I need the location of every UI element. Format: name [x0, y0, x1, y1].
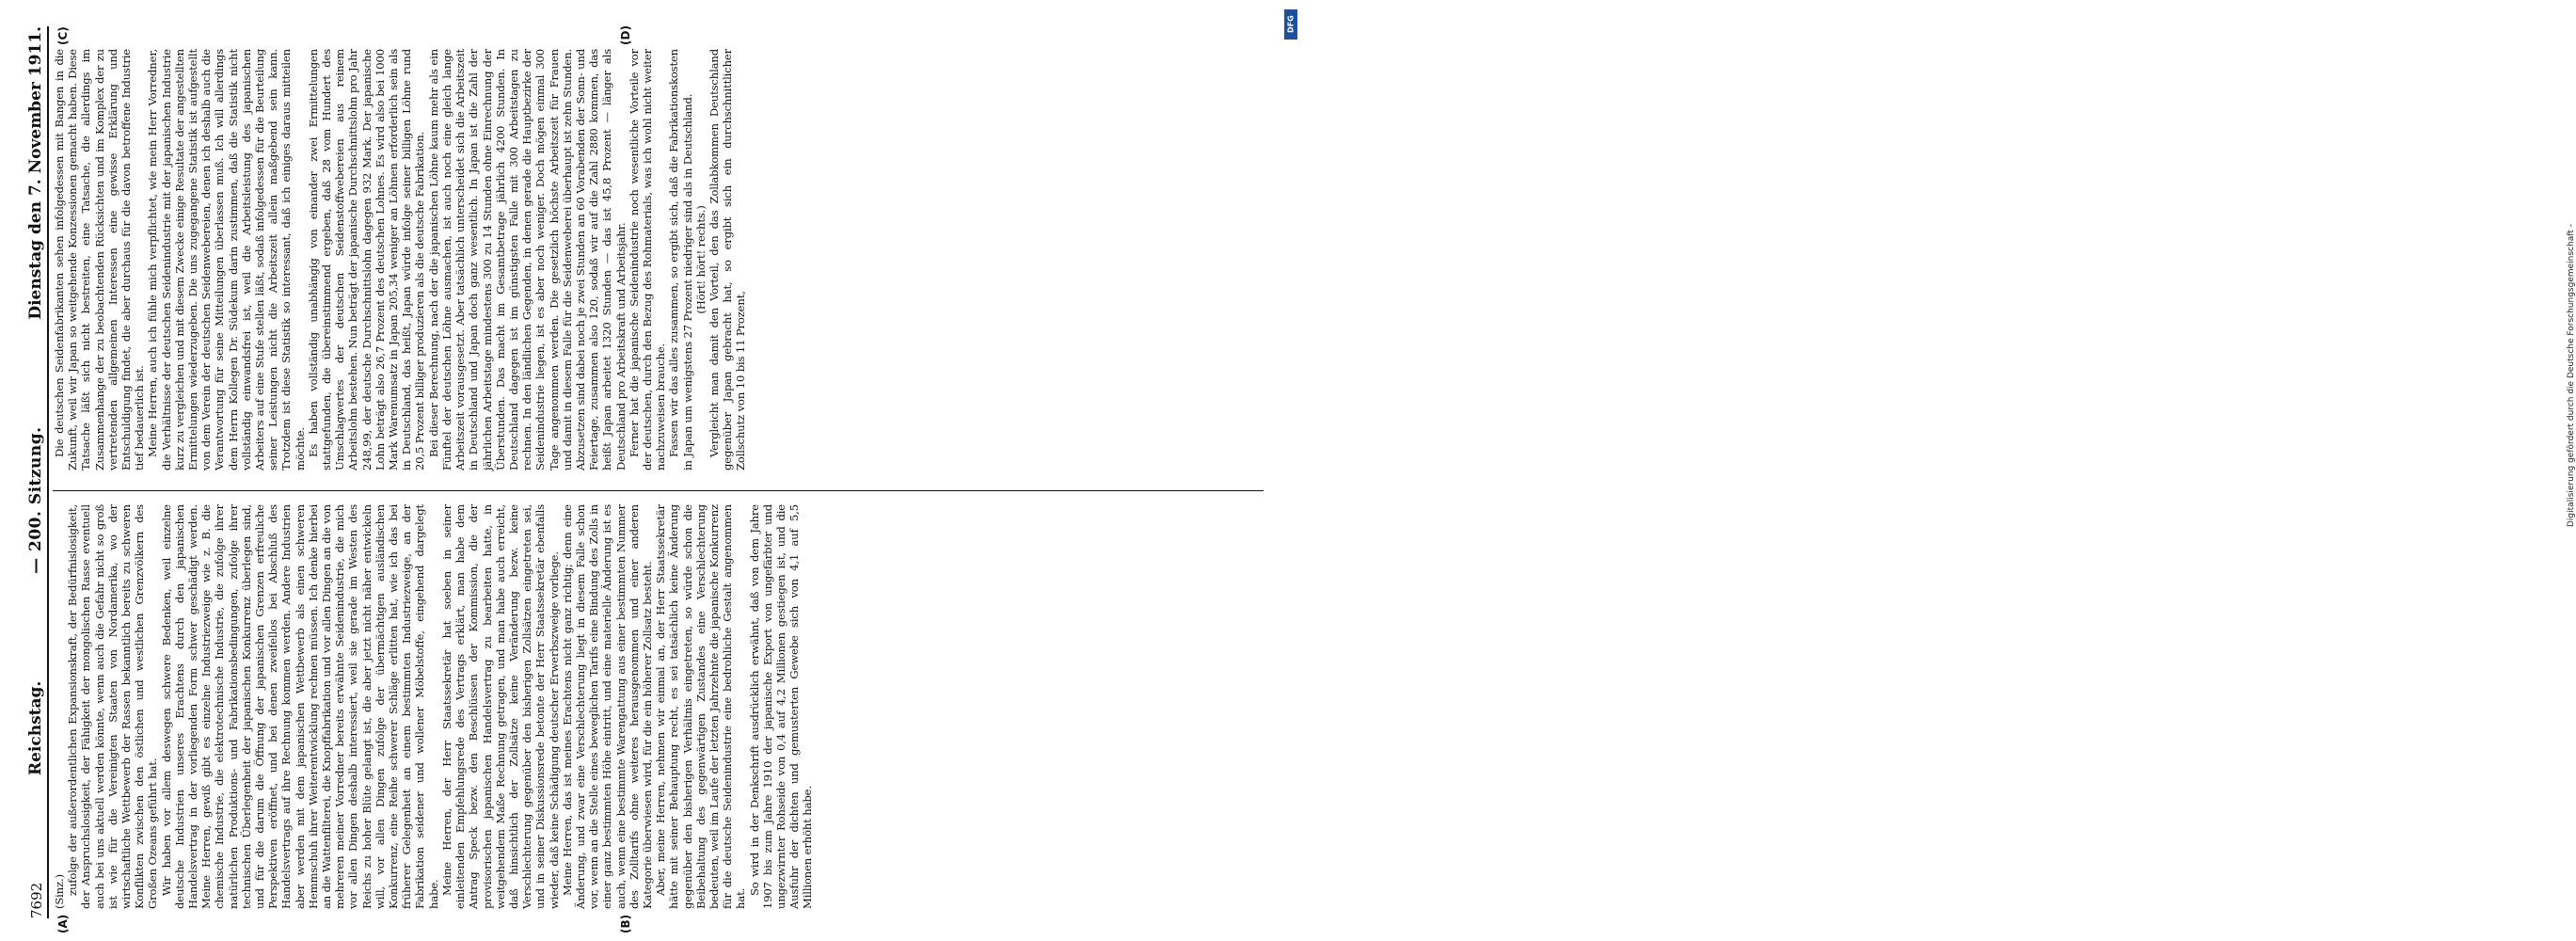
paragraph: Meine Herren, das ist meines Erachtens nicht ganz richtig; denn eine Änderung, und zwar eine Verschlechterung liegt in diesem Falle schon vor, wenn an die Stelle eines beweglichen Tarifs eine Bindung des Zolls in einer ganz bestimmten Höhe eintritt, und eine materielle Änderung ist es auch, wenn eine bestimmte Warengattung aus einer bestimmten Nummer des Zolltarifs ohne weiteres herausgenommen und einer anderen Kategorie überwiesen wird, für die ein höherer Zollsatz besteht. [560, 504, 654, 909]
paragraph: So wird in der Denkschrift ausdrücklich erwähnt, daß von dem Jahre 1907 bis zum Jahre 1910 der japanische Export von ungefärbter und ungezwirnter Rohseide von 0,4 auf 4,2 Millionen gestiegen ist, und die Ausfuhr der dichten und gemusterten Gewebe sich von 4,1 auf 5,5 Millionen erhöht habe. [747, 504, 815, 909]
header-left: Reichstag. [26, 680, 45, 776]
marker-a: (A) [56, 914, 70, 933]
digitization-credit: Digitalisierung gefördert durch die Deutsche Forschungsgemeinschaft - [2567, 224, 2576, 527]
paragraph: zufolge der außerordentlichen Expansionskraft, der Bedürfnislosigkeit, der Anspruchslosigkeit, der Fähigkeit der mongolischen Rasse eventuell auch bei uns aktuell werden könnte, wenn auch die Gefahr nicht so groß ist wie für die Vereinigten Staaten von Nordamerika, wo der wirtschaftliche Wettbewerb der Rassen bekanntlich bereits zu schweren Konflikten zwischen den östlichen und westlichen Grenzvölkern des Großen Ozeans geführt hat. [66, 504, 160, 909]
paragraph: Wir haben vor allem deswegen schwere Bedenken, weil einzelne deutsche Industrien unseres Erachtens durch den japanischen Handelsvertrag in der vorliegenden Form schwer geschädigt werden. Meine Herren, gewiß gibt es einzelne Industriezweige wie z. B. die chemische Industrie, die elektrotechnische Industrie, die zufolge ihrer natürlichen Produktions- und Fabrikationsbedingungen, zufolge ihrer technischen Überlegenheit der japanischen Konkurrenz überlegen sind, und für die darum die Öffnung der japanischen Grenzen erfreuliche Perspektiven eröffnet, und bei denen zweifellos bei Abschluß des Handelsvertrags auf ihre Rechnung kommen werden. Andere Industrien aber werden mit dem japanischen Wettbewerb als einen schweren Hemmschuh ihrer Weiterentwicklung rechnen müssen. Ich denke hierbei an die Wattenfilterei, die Knopffabrikation und vor allen Dingen an die von mehreren meiner Vorredner bereits erwähnte Seidenindustrie, die mich vor allen Dingen deshalb interessiert, weil sie gerade im Westen des Reichs zu hoher Blüte gelangt ist, die aber jetzt nicht näher entwickeln will, vor allen Dingen zufolge der übermächtigen ausländischen Konkurrenz, eine Reihe schwerer Schläge erlitten hat, wie ich das bei früherer Gelegenheit an einem bestimmten Industriezweige, an der Fabrikation seidener und wollener Möbelstoffe, eingehend dargelegt habe. [159, 504, 440, 909]
left-column [53, 504, 1265, 909]
header-center: — 200. Sitzung. [26, 426, 45, 574]
header-right: Dienstag den 7. November 1911. [26, 26, 45, 320]
rotated-page-content [8, 8, 1273, 933]
paragraph: Die deutschen Seidenfabrikanten sehen infolgedessen mit Bangen in die Zukunft, weil wir Japan so weitgehende Konzessionen gemacht haben. Diese Tatsache läßt sich nicht bestreiten, eine Tatsache, die allerdings im Zusammenhange der zu beobachtenden Rücksichten und im Komplex der zu vertretenden allgemeinen Interessen eine gewisse Erklärung und Entschuldigung findet, die aber durchaus für die davon betroffene Industrie tief bedauerlich ist. [53, 49, 147, 470]
paragraph: Vergleicht man damit den Vorteil, den das Zollabkommen Deutschland gegenüber Japan gebracht hat, so ergibt sich ein durchschnittlicher Zollschutz von 10 bis 11 Prozent, [707, 49, 748, 470]
running-header [8, 26, 49, 918]
paragraph: Meine Herren, auch ich fühle mich verpflichtet, wie mein Herr Vorredner, die Verhältnisse der deutschen Seidenindustrie mit der japanischen Industrie kurz zu vergleichen und mit diesem Zwecke einige Resultate der angestellten Ermittelungen wiederzugeben. Die uns zugegangene Statistik ist aufgestellt von dem Verein der deutschen Seidenwebereien, denen ich deshalb auch die Verantwortung für seine Mitteilungen überlassen muß. Ich will allerdings dem Herrn Kollegen Dr. Südekum darin zustimmen, daß die Statistik nicht vollständig einwandsfrei ist, weil die Arbeitsleistung des japanischen Arbeiters auf eine Stufe stellen läßt, sodaß infolgedessen für die Beurteilung seiner Leistungen nicht die Arbeitszeit allein maßgebend sein kann. Trotzdem ist diese Statistik so interessant, daß ich einiges daraus mitteilen möchte. [146, 49, 307, 470]
marker-d: (D) [619, 25, 632, 45]
page-number: 7692 [28, 882, 45, 918]
paragraph: Es haben vollständig unabhängig von einander zwei Ermittelungen stattgefunden, die übereinstimmend ergeben, daß 28 vom Hundert des Umschlagwertes der deutschen Seidenstoffwebereien aus reinem Arbeitslohn bestehen. Nun beträgt der japanische Durchschnittslohn pro Jahr 248,99, der deutsche Durchschnittslohn dagegen 932 Mark. Der japanische Lohn beträgt also 26,7 Prozent des deutschen Lohnes. Es wird also bei 1000 Mark Warenumsatz in Japan 205,34 weniger an Löhnen erforderlich sein als in Deutschland, das heißt, Japan würde infolge seiner billigen Löhne rund 20,5 Prozent billiger produzieren als die deutsche Fabrikation. [306, 49, 427, 470]
marker-b: (B) [619, 914, 632, 933]
paragraph: Aber, meine Herren, nehmen wir einmal an, der Herr Staatssekretär hätte mit seiner Behauptung recht, es sei tatsächlich keine Änderung gegenüber den bisherigen Verhältnis eingetreten, so würde schon die Beibehaltung des gegenwärtigen Zustandes eine Verschlechterung bedeuten, weil im Laufe der letzten Jahrzehnte die japanische Konkurrenz für die deutsche Seidenindustrie eine bedrohliche Gestalt angenommen hat. [654, 504, 748, 909]
paragraph: Fassen wir das alles zusammen, so ergibt sich, daß die Fabrikationskosten in Japan um wenigstens 27 Prozent niedriger sind als in Deutschland. [667, 49, 694, 470]
marker-c: (C) [56, 26, 70, 45]
speaker-note: (Sinz.) [53, 874, 66, 909]
column-divider [53, 490, 1264, 491]
dfg-logo: DFG [1284, 9, 1297, 40]
interjection: (Hört! hört! rechts.) [693, 205, 708, 314]
paragraph: Meine Herren, der Herr Staatssekretär hat soeben in seiner einleitenden Empfehlungsrede des Vertrags erklärt, man habe dem Antrag Speck bezw. den Beschlüssen der Kommission, die der provisorischen japanischen Handelsvertrag zu bearbeiten hatte, in weitgehendem Maße Rechnung getragen, und man habe auch erreicht, daß hinsichtlich der Zollsätze keine Veränderung bezw. keine Verschlechterung gegenüber den bisherigen Zollsätzen eingetreten sei, und in seiner Diskussionsrede betonte der Herr Staatssekretär ebenfalls wieder, daß keine Schädigung deutscher Erwerbszweige vorliege. [439, 504, 561, 909]
right-column [53, 49, 1265, 470]
paragraph: Bei dieser Berechnung, nach der die japanischen Löhne kaum mehr als ein Fünftel der deutschen Löhne ausmachen, ist auch noch eine gleich lange Arbeitszeit vorausgesetzt. Aber tatsächlich unterscheidet sich die Arbeitszeit in Deutschland und Japan doch ganz wesentlich. In Japan ist die Zahl der jährlichen Arbeitstage mindestens 300 zu 14 Stunden ohne Einrechnung der Überstunden. Das macht im Gesamtbetrage jährlich 4200 Stunden. In Deutschland dagegen ist im günstigsten Falle mit 300 Arbeitstagen zu rechnen. In den ländlichen Gegenden, in denen gerade die Hauptbezirke der Seidenindustrie liegen, ist es aber noch weniger. Doch mögen einmal 300 Tage angenommen werden. Die gesetzlich höchste Arbeitszeit für Frauen und damit in diesem Falle für die Seidenweberei überhaupt ist zehn Stunden. Abzusetzen sind dabei noch je zwei Stunden an 60 Vorabenden der Sonn- und Feiertage, zusammen also 120, sodaß wir auf die Zahl 2880 kommen, das heißt Japan arbeitet 1320 Stunden — das ist 45,8 Prozent — länger als Deutschland pro Arbeitskraft und Arbeitsjahr. [426, 49, 628, 470]
side-credit-strip [1282, 0, 2576, 941]
paragraph: Ferner hat die japanische Seidenindustrie noch wesentliche Vorteile vor der deutschen, durch den Bezug des Rohmaterials, was ich wohl nicht weiter nachzuweisen brauche. [627, 49, 668, 470]
